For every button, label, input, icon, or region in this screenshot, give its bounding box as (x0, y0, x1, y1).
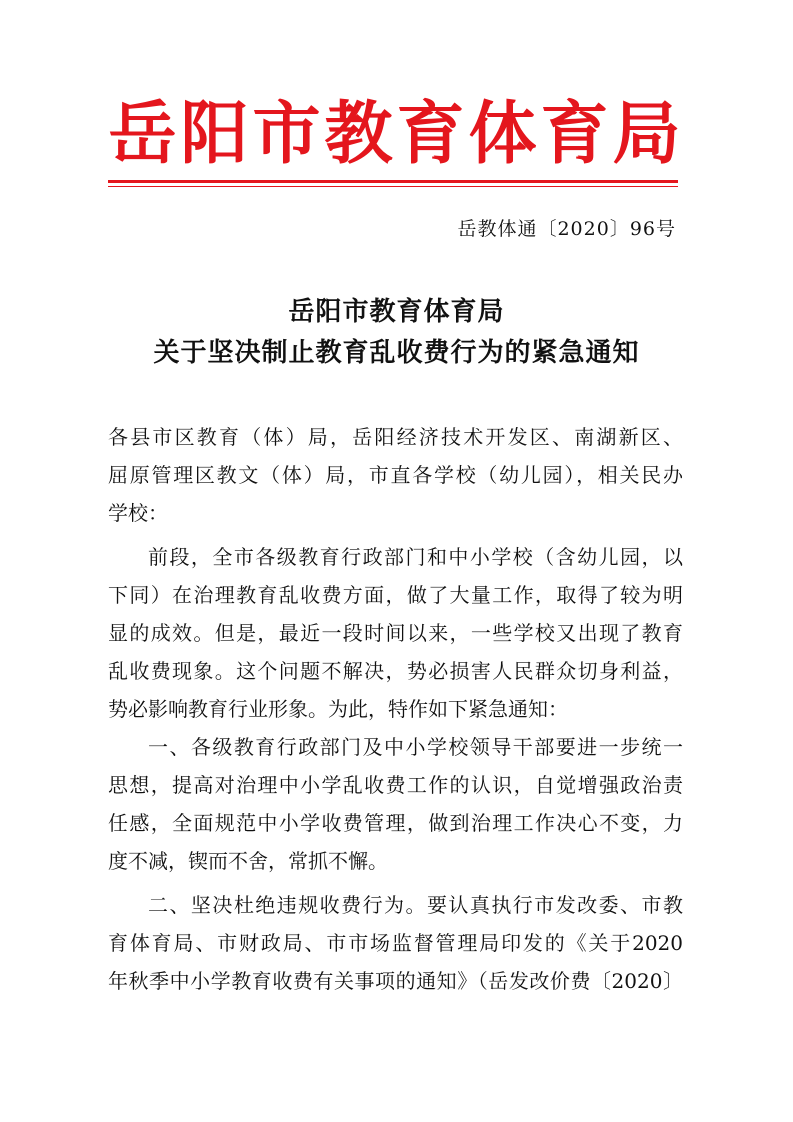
body-line-item-two-3: 年秋季中小学教育收费有关事项的通知》（岳发改价费〔2020〕 (108, 969, 683, 993)
body-line-paragraph-intro-5: 势必影响教育行业形象。为此，特作如下紧急通知： (108, 697, 568, 721)
body-line-item-one-2: 思想，提高对治理中小学乱收费工作的认识，自觉增强政治责 (108, 773, 683, 797)
body-line-item-one-1: 一、各级教育行政部门及中小学校领导干部要进一步统一 (148, 735, 683, 759)
body-line-paragraph-intro-1: 前段，全市各级教育行政部门和中小学校（含幼儿园，以 (148, 545, 683, 569)
masthead-divider-thick (108, 180, 678, 183)
document-number: 岳教体通〔2020〕96号 (457, 218, 676, 240)
body-line-paragraph-intro-3: 显的成效。但是，最近一段时间以来，一些学校又出现了教育 (108, 621, 683, 645)
masthead-divider-thin (108, 186, 678, 187)
masthead-title: 岳阳市教育体育局 (108, 94, 685, 174)
body-line-addressee-1: 各县市区教育（体）局，岳阳经济技术开发区、南湖新区、 (108, 425, 683, 449)
body-line-item-two-1: 二、坚决杜绝违规收费行为。要认真执行市发改委、市教 (148, 893, 683, 917)
body-line-addressee-3: 学校： (108, 501, 168, 525)
document-title-line-1: 岳阳市教育体育局 (288, 297, 505, 327)
body-line-addressee-2: 屈原管理区教文（体）局，市直各学校（幼儿园），相关民办 (108, 463, 683, 487)
body-line-item-one-4: 度不减，锲而不舍，常抓不懈。 (108, 849, 388, 873)
body-line-item-one-3: 任感，全面规范中小学收费管理，做到治理工作决心不变，力 (108, 811, 683, 835)
body-line-paragraph-intro-2: 下同）在治理教育乱收费方面，做了大量工作，取得了较为明 (108, 583, 683, 607)
document-title-line-2: 关于坚决制止教育乱收费行为的紧急通知 (153, 338, 640, 368)
document-body (108, 418, 683, 1000)
body-line-item-two-2: 育体育局、市财政局、市市场监督管理局印发的《关于2020 (108, 931, 683, 955)
body-line-paragraph-intro-4: 乱收费现象。这个问题不解决，势必损害人民群众切身利益， (108, 659, 683, 683)
